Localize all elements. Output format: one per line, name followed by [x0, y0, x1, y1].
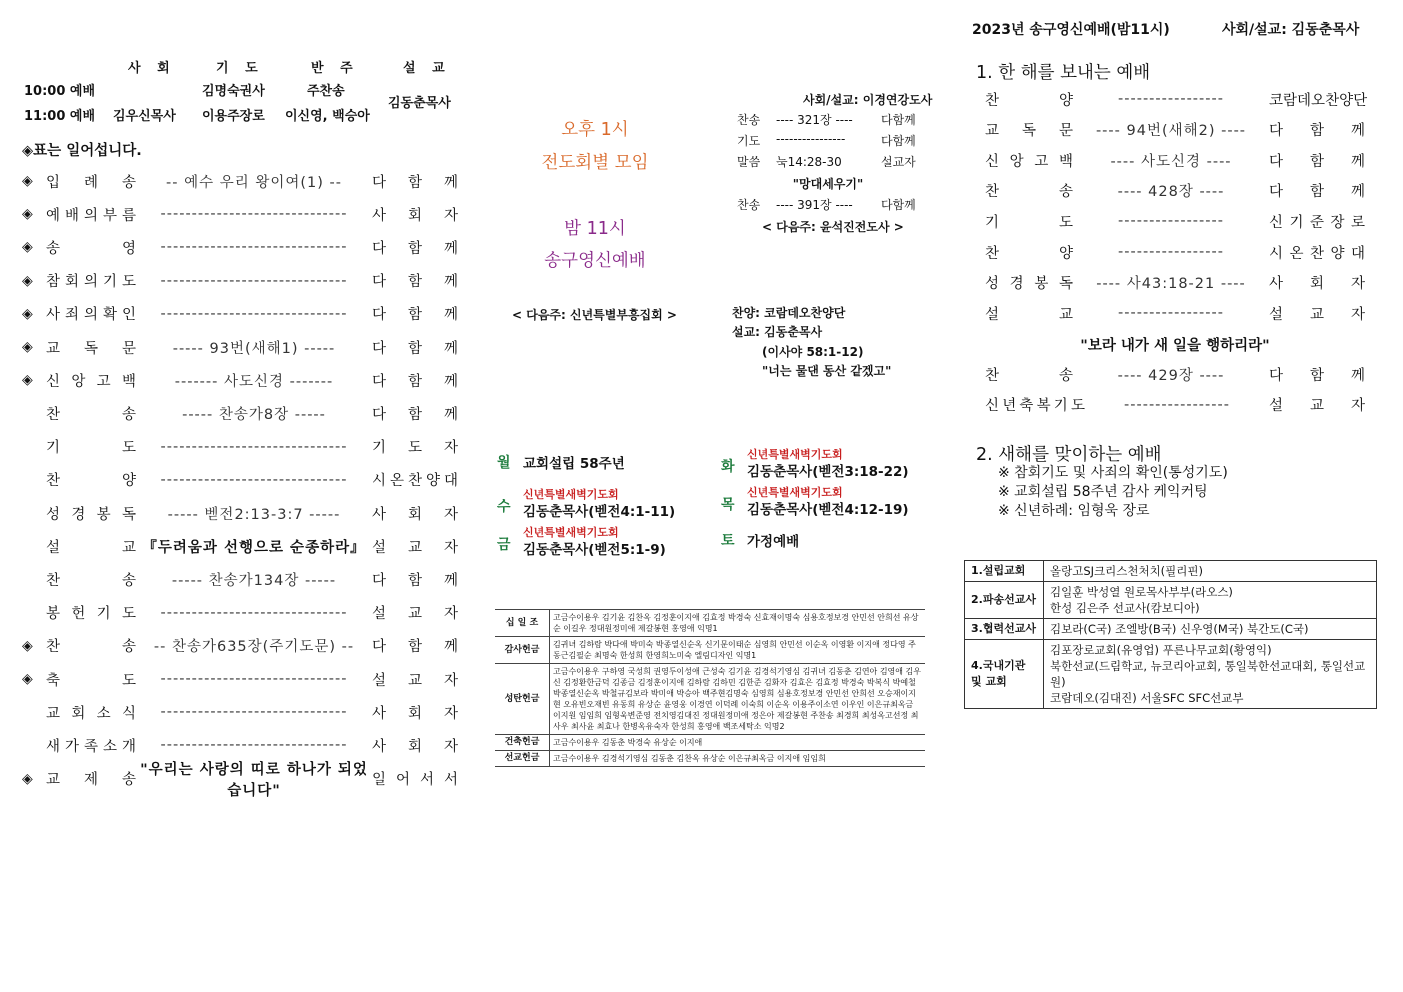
afternoon-order-v: ---- 321장 ---- — [776, 113, 853, 127]
order-item-detail: ----- 93번(새해1) ----- — [172, 340, 336, 357]
order-row — [22, 734, 458, 756]
week-day: 금 — [497, 537, 511, 553]
order-row — [22, 236, 458, 258]
stand-note: ◈표는 일어섭니다. — [22, 143, 142, 159]
schedule-header-presider: 사 회 — [128, 61, 176, 76]
right-order-responsible: 다 함 께 — [1269, 153, 1365, 170]
order-item-responsible: 다 함 께 — [372, 373, 458, 390]
right-order-responsible: 다 함 께 — [1269, 184, 1365, 201]
right-order-detail: ---- 94번(새해2) ---- — [1095, 123, 1247, 140]
right-order-row — [985, 302, 1365, 324]
order-item-responsible: 사 회 자 — [372, 207, 458, 224]
order-item-responsible: 다 함 께 — [372, 406, 458, 423]
order-item-name: 교 제 송 — [46, 772, 136, 789]
page-presider: 사회/설교: 김동춘목사 — [1222, 22, 1360, 38]
mission-entries: 김보라(C국) 조엘방(B국) 신우영(M국) 북간도(C국) — [1044, 619, 1377, 640]
next-week-event: < 다음주: 신년특별부흥집회 > — [512, 308, 677, 322]
order-item-name: 성 경 봉 독 — [46, 506, 136, 523]
right-order-responsible: 다 함 께 — [1269, 367, 1365, 384]
event1-name: 전도회별 모임 — [541, 153, 649, 173]
order-row — [22, 436, 458, 458]
offering-row — [495, 637, 925, 664]
order-item-responsible: 다 함 께 — [372, 340, 458, 357]
evening-sermon: 설교: 김동춘목사 — [732, 325, 823, 339]
afternoon-order-v: 눅14:28-30 — [776, 155, 842, 169]
right-order-name: 찬 송 — [985, 184, 1073, 201]
right-order-responsible: 시 온 찬 양 대 — [1269, 245, 1365, 262]
order-item-name: 기 도 — [46, 440, 136, 457]
afternoon-next: < 다음주: 윤석진전도사 > — [762, 220, 904, 234]
afternoon-order-r: 다함께 — [881, 134, 916, 148]
offering-names: 고금수이용우 김경석기영심 김동춘 김찬옥 유상순 이은규최옥금 이지애 임임희 — [550, 751, 926, 767]
offering-label: 선교헌금 — [495, 751, 550, 767]
order-item-detail: ------------------------------ — [160, 671, 348, 687]
right-order-detail: ---- 429장 ---- — [1117, 367, 1225, 384]
schedule-header-accomp: 반 주 — [311, 61, 359, 76]
offering-row — [495, 664, 925, 735]
order-row — [22, 668, 458, 690]
right-order-name: 기 도 — [985, 214, 1073, 231]
right-order-name: 성 경 봉 독 — [985, 276, 1073, 293]
schedule-header-prayer: 기 도 — [216, 61, 264, 76]
week-day: 화 — [721, 459, 735, 475]
mission-entries: 올랑고SJ크리스천처치(필리핀) — [1044, 561, 1377, 582]
order-item-name: 봉 헌 기 도 — [46, 606, 136, 623]
stand-marker: ◈ — [22, 239, 33, 256]
order-row — [22, 701, 458, 723]
schedule-time-2: 11:00 예배 — [24, 109, 96, 124]
right-order-row — [985, 119, 1365, 141]
order-item-detail: -- 예수 우리 왕이여(1) -- — [166, 174, 342, 191]
schedule-header-sermon: 설 교 — [403, 61, 451, 76]
right-order-row — [985, 272, 1365, 294]
order-row — [22, 203, 458, 225]
week-day: 목 — [721, 497, 735, 513]
order-item-responsible: 사 회 자 — [372, 506, 458, 523]
schedule-prayer-2: 이용주장로 — [202, 109, 265, 124]
right-order-row — [985, 149, 1365, 171]
order-item-name: 예 배 의 부 름 — [46, 207, 136, 224]
right-order-row — [985, 363, 1365, 385]
right-order-responsible: 코 람 데 오 찬 양 단 — [1269, 92, 1368, 109]
order-item-detail: 『두려움과 선행으로 순종하라』 — [142, 539, 366, 556]
order-item-detail: ------------------------------ — [160, 737, 348, 754]
order-item-detail: ----- 벧전2:13-3:7 ----- — [167, 506, 341, 523]
order-item-responsible: 다 함 께 — [372, 240, 458, 257]
order-row — [22, 469, 458, 491]
stand-marker: ◈ — [22, 272, 33, 289]
stand-marker: ◈ — [22, 637, 33, 654]
order-item-name: 교 독 문 — [46, 340, 136, 357]
schedule-presider-2: 김우신목사 — [113, 109, 176, 124]
order-item-responsible: 기 도 자 — [372, 440, 458, 457]
offering-label: 건축헌금 — [495, 735, 550, 751]
offering-names: 고금수이용우 김동춘 박경숙 유상순 이지애 — [550, 735, 926, 751]
stand-marker: ◈ — [22, 671, 33, 687]
order-row — [22, 336, 458, 358]
right-order-responsible: 설 교 자 — [1269, 398, 1365, 415]
schedule-prayer-1: 김명숙권사 — [202, 84, 265, 99]
afternoon-hymn2-resp: 다함께 — [881, 198, 916, 212]
mission-row — [965, 619, 1377, 640]
stand-marker: ◈ — [22, 372, 33, 389]
right-order-row — [985, 210, 1365, 232]
afternoon-hymn2-value: ---- 391장 ---- — [776, 198, 853, 212]
week-event-text: 교회설립 58주년 — [523, 456, 625, 472]
order-item-detail: ------------------------------ — [160, 239, 348, 256]
week-event-label: 신년특별새벽기도회 — [523, 488, 619, 501]
mission-row — [965, 582, 1377, 619]
right-order-name: 신 년 축 복 기 도 — [985, 398, 1085, 415]
week-day: 월 — [497, 455, 511, 471]
event2-time: 밤 11시 — [564, 219, 626, 239]
mission-category: 4.국내기관 및 교회 — [965, 640, 1044, 709]
order-item-detail: ----- 찬송가8장 ----- — [182, 406, 326, 423]
order-item-name: 사 죄 의 확 인 — [46, 307, 136, 324]
order-item-name: 참 회 의 기 도 — [46, 274, 136, 291]
mission-row — [965, 561, 1377, 582]
order-item-name: 찬 송 — [46, 639, 136, 656]
order-item-name: 새 가 족 소 개 — [46, 738, 136, 755]
order-item-detail: "우리는 사랑의 띠로 하나가 되었습니다" — [140, 761, 368, 799]
order-item-detail: ------------------------------ — [160, 604, 348, 621]
order-item-responsible: 다 함 께 — [372, 572, 458, 589]
order-item-responsible: 시 온 찬 양 대 — [372, 473, 458, 490]
order-item-detail: ------------------------------ — [160, 438, 348, 455]
order-item-name: 교 회 소 식 — [46, 705, 136, 722]
order-item-responsible: 사 회 자 — [372, 738, 458, 755]
schedule-accomp-2: 이신영, 백승아 — [285, 109, 370, 124]
afternoon-order-r: 설교자 — [881, 155, 916, 169]
order-item-responsible: 다 함 께 — [372, 174, 458, 191]
afternoon-hymn2-label: 찬송 — [737, 198, 761, 212]
offering-label: 성탄헌금 — [495, 664, 550, 735]
order-item-responsible: 다 함 께 — [372, 307, 458, 324]
order-item-name: 찬 송 — [46, 572, 136, 589]
mission-category: 2.파송선교사 — [965, 582, 1044, 619]
section2-note: ※ 신년하례: 임형욱 장로 — [998, 503, 1150, 519]
section2-title: 2. 새해를 맞이하는 예배 — [976, 445, 1162, 465]
week-event-text: 김동춘목사(벧전4:12-19) — [747, 502, 909, 518]
right-order-responsible: 설 교 자 — [1269, 306, 1365, 323]
offering-names: 고금수이용우 구하영 국성희 권영두이성애 근성숙 김기윤 김경석기영심 김귀녀 김동춘 김연아 김영애 김우신 김정환한금덕 김종금 김정훈이지애 김하람 김하민 김한준 김화자 김효은 김효정 박경숙 박복식 박예철 박종열신순옥 박철규김보라 박미애 박승아 백주현김명숙 심영희 심용호정보경 안민선 안희선 오승재이지현 오유빈오재빈 유동희 유상순 윤영웅 이경연 이덕례 이숙희 이순옥 이용주이소연 이우인 이은규최옥금 이지원 임임희 임형욱변준영 전치영김대진 정대원정미애 정은아 제갈봉현 주찬송 최경희 최성옥고선정 최사우 최사윤 최효나 한병옥유숙자 한성희 홍영애 백조세탁소 익명2 — [550, 664, 926, 735]
right-order-name: 설 교 — [985, 306, 1073, 323]
afternoon-order-k: 찬송 — [737, 113, 761, 127]
week-event-label: 신년특별새벽기도회 — [747, 448, 843, 461]
mission-entries: 김포장로교회(유영업) 푸른나무교회(황영익) 북한선교(드림학교, 뉴코리아교회, 통일북한선교대회, 통일선교원) 코람데오(김대진) 서울SFC SFC선교부 — [1044, 640, 1377, 709]
afternoon-presider: 사회/설교: 이경연강도사 — [803, 93, 933, 107]
order-item-detail: ------------------------------ — [160, 471, 348, 488]
mission-row — [965, 640, 1377, 709]
order-row — [22, 568, 458, 590]
right-order-name: 교 독 문 — [985, 123, 1073, 140]
right-order-name: 찬 양 — [985, 245, 1073, 262]
section2-note: ※ 교회설립 58주년 감사 케익커팅 — [998, 484, 1208, 500]
order-row — [22, 602, 458, 624]
evening-praise: 찬양: 코람데오찬양단 — [732, 306, 846, 320]
order-item-name: 입 례 송 — [46, 174, 136, 191]
order-row — [22, 369, 458, 391]
right-order-detail: ---- 사도신경 ---- — [1110, 153, 1232, 170]
week-event-text: 가정예배 — [747, 534, 800, 550]
right-order-row — [985, 241, 1365, 263]
evening-sermon-title: "너는 물댄 동산 같겠고" — [762, 364, 892, 378]
offering-label: 십 일 조 — [495, 610, 550, 637]
event1-time: 오후 1시 — [561, 120, 629, 140]
order-item-name: 신 앙 고 백 — [46, 373, 136, 390]
right-order-detail: ----------------- — [1124, 396, 1230, 413]
right-order-responsible: 사 회 자 — [1269, 276, 1365, 293]
order-row — [22, 502, 458, 524]
order-item-responsible: 사 회 자 — [372, 705, 458, 722]
stand-marker: ◈ — [22, 305, 33, 322]
mission-category: 3.협력선교사 — [965, 619, 1044, 640]
order-item-name: 설 교 — [46, 539, 136, 556]
right-order-name: 찬 송 — [985, 367, 1073, 384]
stand-marker: ◈ — [22, 770, 33, 787]
right-sermon-title: "보라 내가 새 일을 행하리라" — [1080, 338, 1270, 354]
order-item-detail: ------------------------------ — [160, 305, 348, 322]
mission-category: 1.설립교회 — [965, 561, 1044, 582]
schedule-preacher: 김동춘목사 — [388, 96, 451, 111]
offering-names: 김귀녀 김하람 박다애 박미숙 박종열신순옥 신기문이태순 심영희 안민선 이순옥 이영환 이지애 정다영 주동근김필순 최명숙 한성희 한영희노미숙 엘림디자인 익명1 — [550, 637, 926, 664]
order-item-detail: ------------------------------ — [160, 704, 348, 721]
event2-name: 송구영신예배 — [544, 251, 646, 271]
order-row — [22, 761, 458, 799]
right-order-name: 찬 양 — [985, 92, 1073, 109]
afternoon-order-v: ---------------- — [776, 132, 846, 146]
right-order-row — [985, 394, 1365, 416]
week-day: 토 — [721, 533, 735, 549]
stand-marker: ◈ — [22, 339, 33, 355]
week-event-text: 김동춘목사(벧전5:1-9) — [523, 542, 666, 558]
offering-names: 고금수이용우 김기윤 김찬옥 김정훈이지애 김효정 박경숙 신효재이명숙 심용호정보경 안민선 안희선 유상순 이길우 정대원정미애 제갈봉현 홍영애 익명1 — [550, 610, 926, 637]
order-item-name: 찬 송 — [46, 406, 136, 423]
order-item-responsible: 다 함 께 — [372, 639, 458, 656]
right-order-responsible: 다 함 께 — [1269, 123, 1365, 140]
order-item-detail: ------- 사도신경 ------- — [174, 373, 334, 390]
order-item-detail: ------------------------------ — [160, 206, 348, 223]
afternoon-order-r: 다함께 — [881, 113, 916, 127]
stand-marker: ◈ — [22, 206, 33, 223]
right-order-detail: ---- 428장 ---- — [1117, 184, 1225, 201]
order-row — [22, 402, 458, 424]
offering-row — [495, 735, 925, 751]
order-item-name: 축 도 — [46, 672, 136, 689]
order-item-detail: -- 찬송가635장(주기도문) -- — [153, 639, 355, 656]
afternoon-sermon-title: "망대세우기" — [792, 177, 864, 191]
order-item-name: 송 영 — [46, 240, 136, 257]
order-row — [22, 170, 458, 192]
week-event-text: 김동춘목사(벧전4:1-11) — [523, 504, 676, 520]
evening-scripture: (이사야 58:1-12) — [762, 345, 864, 359]
mission-entries: 김일훈 박성열 원로목사부부(라오스) 한성 김은주 선교사(캄보디아) — [1044, 582, 1377, 619]
schedule-time-1: 10:00 예배 — [24, 84, 96, 99]
order-item-detail: ------------------------------ — [160, 272, 348, 289]
order-row — [22, 303, 458, 325]
order-item-responsible: 설 교 자 — [372, 539, 458, 556]
order-row — [22, 635, 458, 657]
offering-table — [495, 609, 925, 767]
order-item-responsible: 다 함 께 — [372, 274, 458, 291]
right-order-row — [985, 88, 1368, 110]
offering-row — [495, 610, 925, 637]
mission-table — [964, 560, 1377, 709]
week-event-label: 신년특별새벽기도회 — [747, 486, 843, 499]
order-item-name: 찬 양 — [46, 473, 136, 490]
order-item-detail: ----- 찬송가134장 ----- — [171, 572, 337, 589]
week-event-text: 김동춘목사(벧전3:18-22) — [747, 464, 909, 480]
right-order-detail: ----------------- — [1118, 305, 1224, 322]
stand-marker: ◈ — [22, 173, 33, 189]
page-title: 2023년 송구영신예배(밤11시) — [972, 22, 1170, 38]
section1-title: 1. 한 해를 보내는 예배 — [976, 63, 1151, 83]
week-day: 수 — [497, 499, 511, 515]
order-item-responsible: 설 교 자 — [372, 672, 458, 689]
afternoon-order-k: 기도 — [737, 134, 761, 148]
right-order-detail: ----------------- — [1118, 244, 1224, 260]
offering-row — [495, 751, 925, 767]
order-row — [22, 270, 458, 292]
right-order-responsible: 신 기 준 장 로 — [1269, 214, 1365, 231]
right-order-detail: ----------------- — [1118, 91, 1224, 107]
order-item-responsible: 일 어 서 서 — [372, 772, 458, 789]
right-order-row — [985, 180, 1365, 202]
order-item-responsible: 설 교 자 — [372, 606, 458, 623]
section2-note: ※ 참회기도 및 사죄의 확인(통성기도) — [998, 465, 1228, 481]
schedule-accomp-1: 주찬송 — [307, 84, 345, 99]
right-order-detail: ----------------- — [1118, 213, 1224, 230]
right-order-detail: ---- 사43:18-21 ---- — [1096, 276, 1246, 293]
right-order-name: 신 앙 고 백 — [985, 153, 1073, 170]
afternoon-order-k: 말씀 — [737, 155, 761, 169]
order-row — [22, 535, 458, 557]
week-event-label: 신년특별새벽기도회 — [523, 526, 619, 539]
offering-label: 감사헌금 — [495, 637, 550, 664]
